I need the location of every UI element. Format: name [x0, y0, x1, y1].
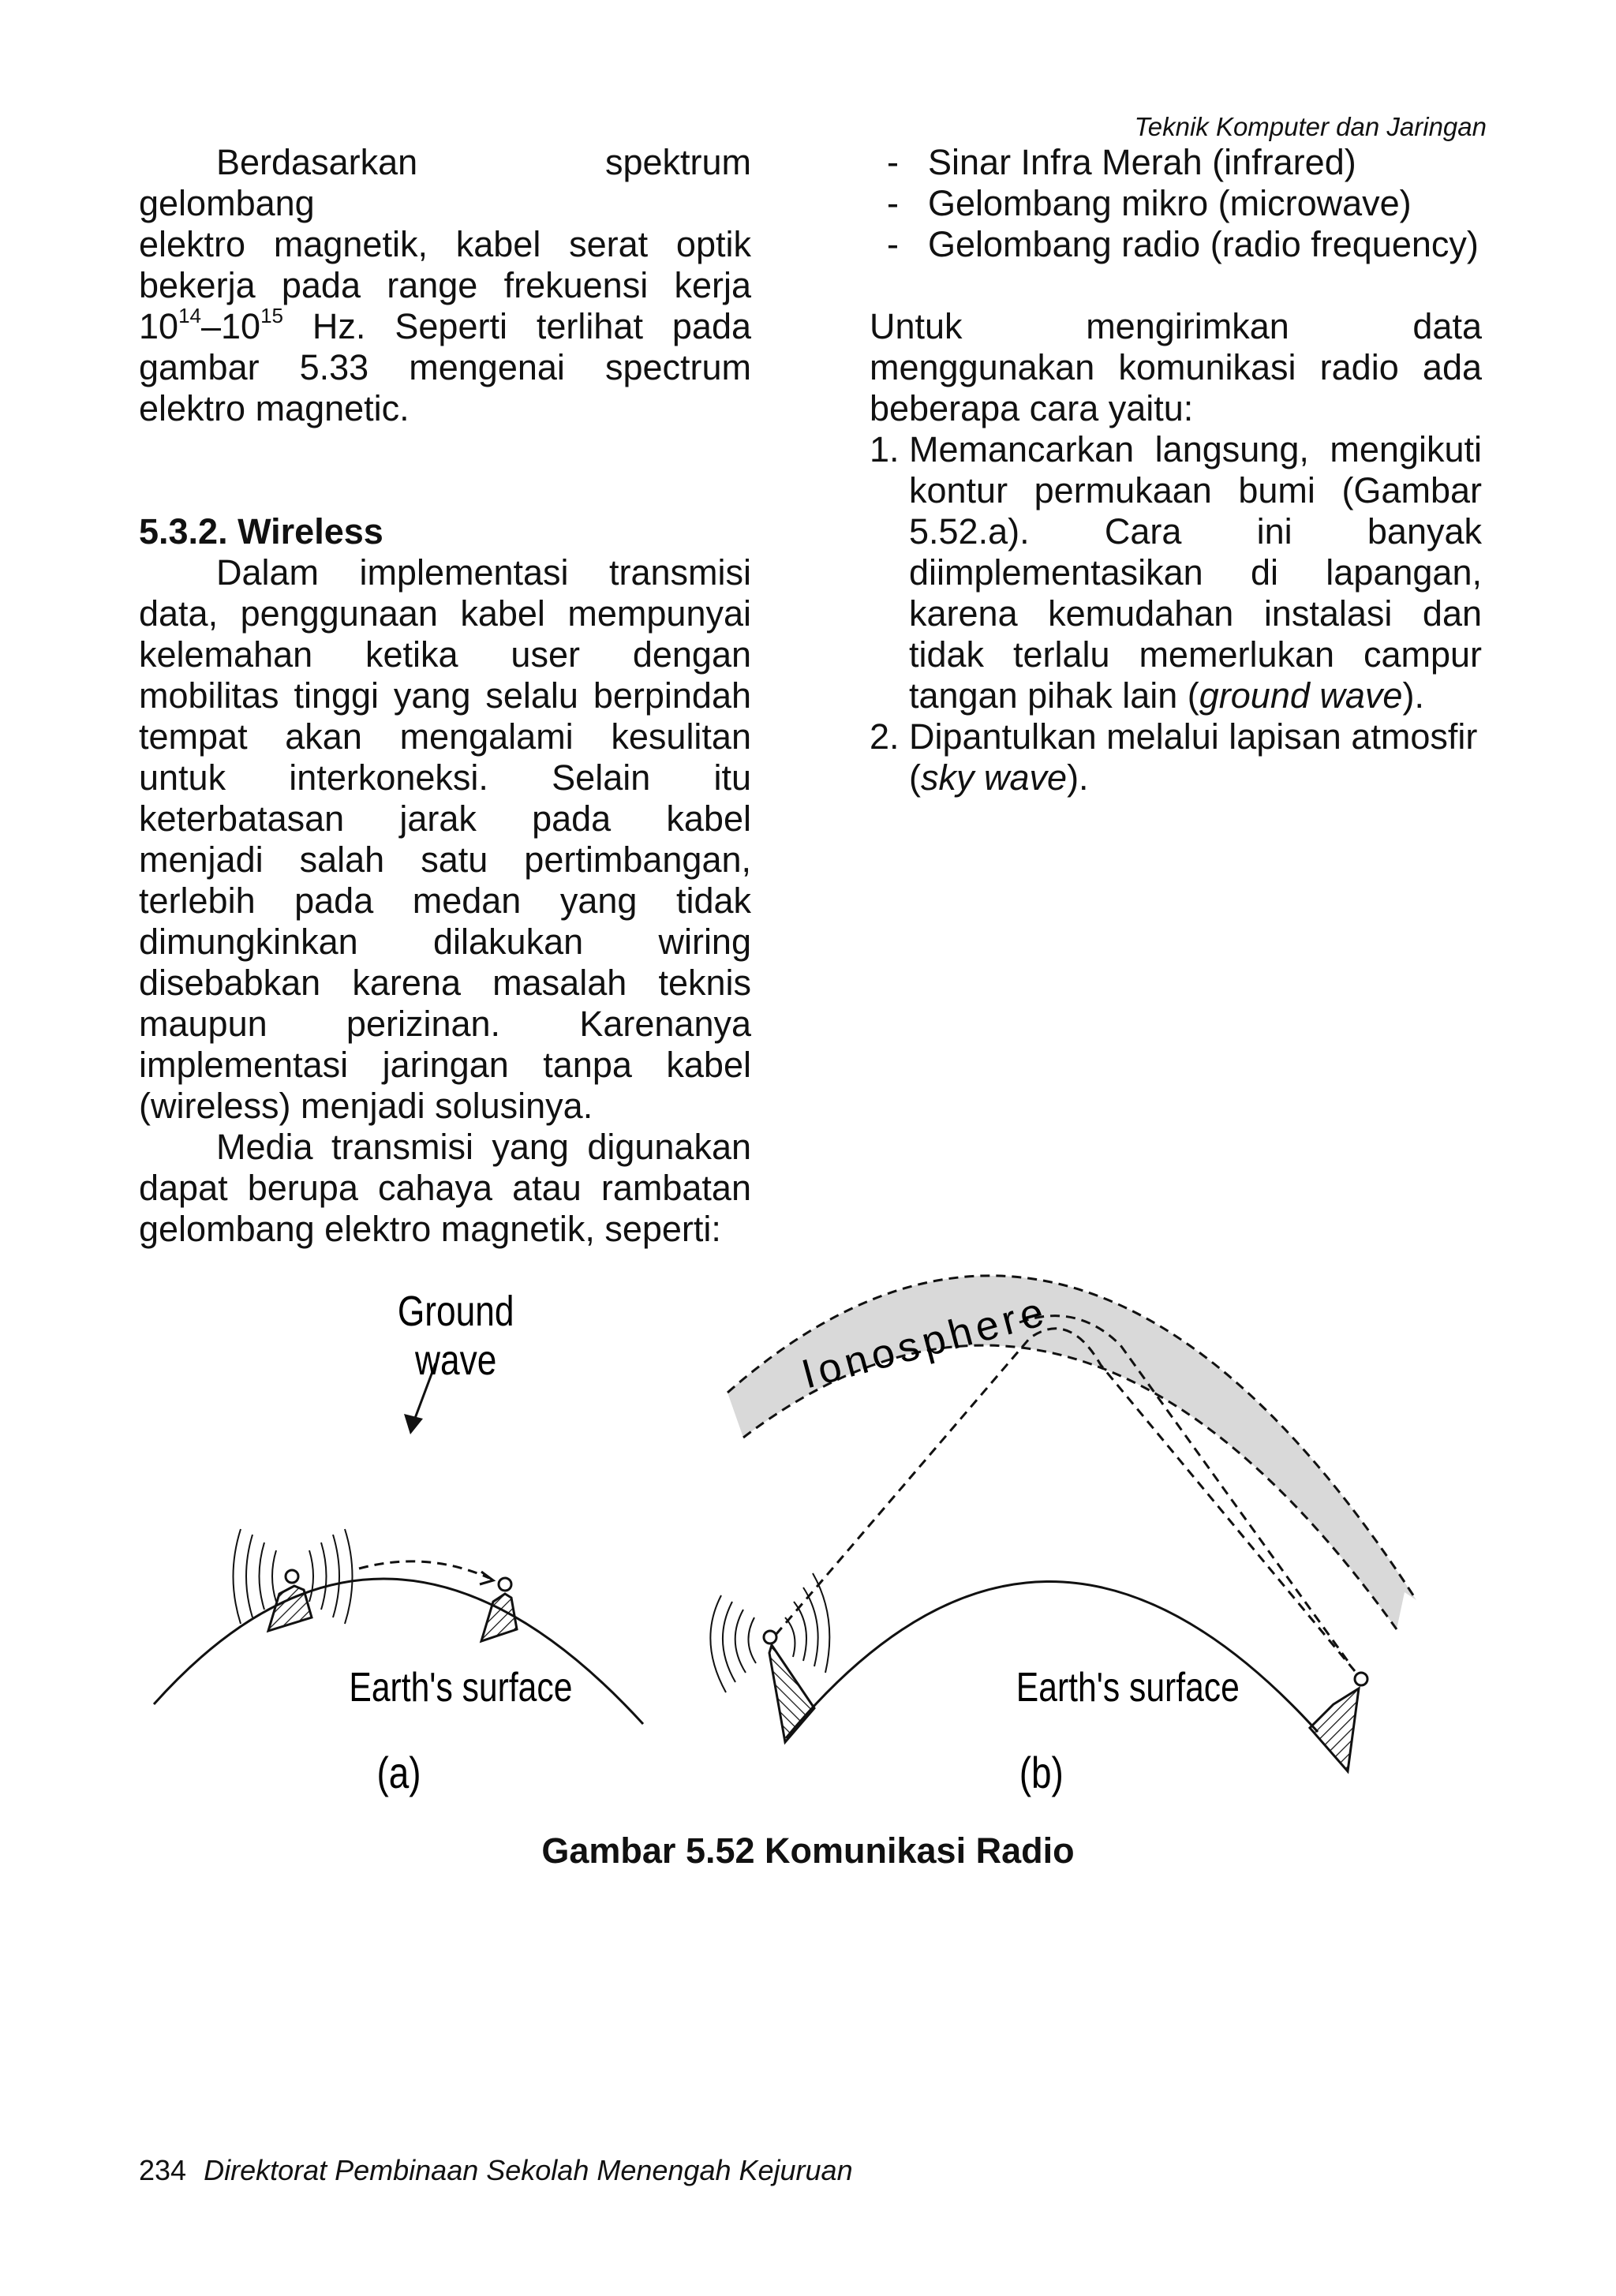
pointer-arrow-icon: [404, 1414, 423, 1434]
receiver-tower-a: [481, 1578, 517, 1641]
text-line: bekerja pada range frekuensi kerja: [139, 265, 751, 305]
text-line: maupun perizinan. Karenanya: [139, 1004, 751, 1044]
earth-label-b: Earth's surface: [1016, 1665, 1240, 1711]
text-line: elektro magnetik, kabel serat optik: [139, 224, 751, 264]
text-line: disebabkan karena masalah teknis: [139, 963, 751, 1003]
text-line: beberapa cara yaitu:: [870, 388, 1194, 428]
text-line: implementasi jaringan tanpa kabel: [139, 1045, 751, 1085]
sky-wave-diagram: [710, 1276, 1416, 1797]
text-line: dimungkinkan dilakukan wiring: [139, 922, 751, 962]
text-line: untuk interkoneksi. Selain itu: [139, 757, 751, 798]
text-line: diimplementasikan di lapangan,: [909, 552, 1482, 593]
list-item: - Gelombang mikro (microwave): [887, 183, 1412, 223]
figure-label-b: (b): [1019, 1748, 1064, 1798]
running-header: Teknik Komputer dan Jaringan: [1134, 112, 1487, 141]
ground-wave-label-line1: Ground: [397, 1287, 514, 1336]
text-line: menggunakan komunikasi radio ada: [870, 347, 1482, 387]
text-line: Berdasarkan spektrum gelombang: [139, 142, 751, 223]
text-line: dapat berupa cahaya atau rambatan: [139, 1168, 751, 1208]
earth-curve-b: [786, 1581, 1318, 1738]
right-column: [870, 142, 1482, 798]
text-line: gambar 5.33 mengenai spectrum: [139, 347, 751, 387]
text-line: tangan pihak lain (ground wave).: [909, 675, 1424, 716]
figure-label-a: (a): [376, 1748, 421, 1798]
page-footer: [139, 2154, 853, 2187]
ground-wave-label-line2: wave: [415, 1336, 497, 1385]
text-line: karena kemudahan instalasi dan: [909, 593, 1482, 634]
text-line: kelemahan ketika user dengan: [139, 634, 751, 675]
text-line: Untuk mengirimkan data: [870, 306, 1482, 346]
section-heading: 5.3.2. Wireless: [139, 511, 383, 552]
text-line: (wireless) menjadi solusinya.: [139, 1086, 593, 1126]
text-line: elektro magnetic.: [139, 388, 410, 428]
text-line: Dalam implementasi transmisi: [216, 552, 751, 593]
ground-wave-path: [359, 1561, 489, 1578]
text-line: keterbatasan jarak pada kabel: [139, 798, 751, 839]
text-line: Memancarkan langsung, mengikuti: [909, 429, 1482, 469]
frequency-line: $10^{14}-10^{15}$ Hz. Seperti terlihat pada: [139, 304, 751, 346]
earth-label-a: Earth's surface: [349, 1665, 573, 1711]
ground-wave-diagram: [154, 1288, 643, 1797]
ionosphere-band: [728, 1276, 1416, 1629]
list-item-2: 2. Dipantulkan melalui lapisan atmosfir (sky wave).: [870, 716, 1482, 798]
text-line: tempat akan mengalami kesulitan: [139, 716, 751, 757]
spacer: [139, 429, 751, 511]
left-column: [139, 142, 751, 1250]
text-line: (sky wave).: [909, 757, 1089, 798]
text-line: Dipantulkan melalui lapisan atmosfir: [909, 716, 1478, 757]
text-line: mobilitas tinggi yang selalu berpindah: [139, 675, 751, 716]
figure-caption: Gambar 5.52 Komunikasi Radio: [541, 1830, 1075, 1871]
text-line: terlebih pada medan yang tidak: [139, 881, 751, 921]
list-item-1: 1. Memancarkan langsung, mengikuti kontur permukaan bumi (Gambar 5.52.a). Cara ini banyak diimplementasikan di lapangan, karena kemudahan instalasi dan tidak terlalu memerlukan campur tangan pihak lain (ground wave).: [870, 429, 1482, 716]
text-line: gelombang elektro magnetik, seperti:: [139, 1209, 721, 1249]
text-line: kontur permukaan bumi (Gambar: [909, 470, 1482, 510]
transmitter-tower-b: [710, 1573, 829, 1742]
list-item: - Sinar Infra Merah (infrared): [887, 142, 1356, 182]
footer-title: Direktorat Pembinaan Sekolah Menengah Kejuruan: [204, 2154, 853, 2186]
text-line: tidak terlalu memerlukan campur: [909, 634, 1482, 675]
radio-communication-figure: [142, 1231, 1436, 1815]
text-line: menjadi salah satu pertimbangan,: [139, 839, 751, 880]
page-number: 234: [139, 2154, 187, 2186]
text-line: data, penggunaan kabel mempunyai: [139, 593, 751, 634]
text-line: 5.52.a). Cara ini banyak: [909, 511, 1482, 552]
list-item: - Gelombang radio (radio frequency): [887, 224, 1479, 264]
paragraph-wireless: [139, 552, 751, 1127]
spacer: [870, 265, 1482, 306]
receiver-tower-b: [1310, 1673, 1367, 1771]
ionosphere-label: Ionosphere: [797, 1288, 1053, 1398]
text-line: Media transmisi yang digunakan: [216, 1127, 751, 1167]
transmitter-tower-a: [234, 1529, 353, 1631]
